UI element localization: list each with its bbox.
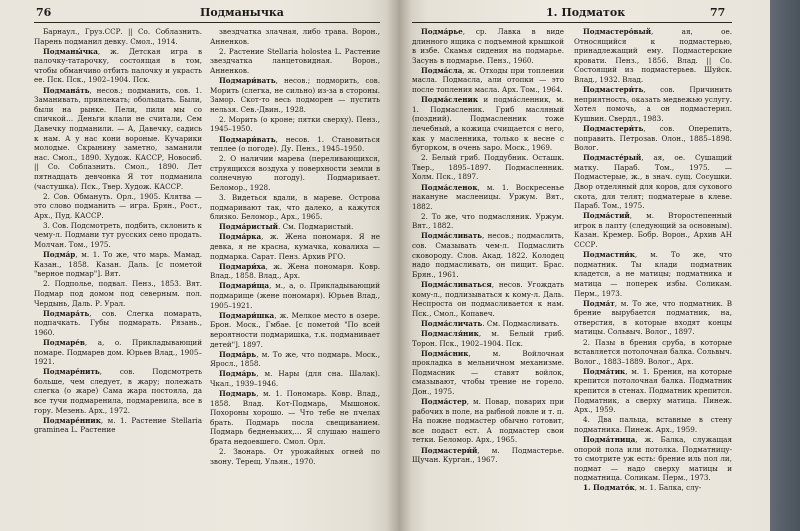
left-column-1: [34, 27, 202, 531]
headword: 1. Подмато́к: [583, 483, 635, 493]
dictionary-entry: [574, 299, 732, 337]
entry-text: , м. Подмастерье. Щучан. Курган., 1967.: [412, 445, 564, 465]
entry-text: , м. 1. Воскресенье накануне масленицы. Уржум. Вят., 1882.: [412, 182, 564, 211]
headword: Подмаре́нник: [43, 415, 101, 425]
dictionary-entry: [210, 193, 380, 222]
dictionary-entry: [34, 221, 202, 250]
entry-text: , м. 1. Растение Stellaria graminea L. Растение: [34, 415, 202, 435]
dictionary-entry: [210, 311, 380, 349]
dictionary-entry: [34, 250, 202, 279]
entry-text: Барнаул., Груз.ССР. || Со. Соблазнить. Парень подманил девку. Смол., 1914.: [34, 27, 202, 46]
dictionary-entry: [574, 483, 732, 493]
header-rule-right: [412, 22, 732, 23]
entry-text: , а, о. Прикладывающий помаре. Подмарев дом. Юрьев Влад., 1905–1921.: [34, 338, 202, 367]
entry-text: , ср. Лавка в виде длинного ящика с подъемной крышкой в избе. Скамья сидения на подмарье. Засунь в подмарье. Пенз., 1960.: [412, 27, 564, 65]
headword: Подма́тик: [583, 366, 626, 376]
headword: Подма́рь: [219, 349, 257, 359]
dictionary-entry: [412, 319, 564, 329]
entry-text: , ж. Детская игра в палочку-татарочку, состоящая в том, чтобы обманчиво отбить палочку и украсть ее. Пск. Пск., 1902–1904. Пск.: [34, 46, 202, 85]
headword: Подма́сливаться: [421, 279, 492, 289]
entry-text: , несов.; подманить, сов. 1. Заманивать, привлекать; обольщать. Были, были на рынке. Пели, пили мы со спичкой… Деньги клали не считали, Сем Давечку подманили. — А, Давечку, садись к нам. А у нас кони вороные. Кучарики молодые. Скрынину заметно, заманили нас. Смол., 1890. Худож. КАССР, Новосиб. || Со. Соблазнить. Смол., 1890. Лет пятнадцать девчонка Я тот подманила (частушка). Пск., Твер. Худож. КАССР.: [34, 85, 202, 191]
headword: Подмасте́рый: [583, 153, 642, 163]
dictionary-entry: [210, 222, 380, 232]
headword: Подмана́ть: [43, 85, 90, 95]
headword: Подмари́ха: [219, 261, 266, 271]
dictionary-entry: [574, 85, 732, 123]
dictionary-entry: [34, 47, 202, 85]
headword: Подма́стер: [421, 397, 467, 407]
dictionary-entry: [210, 76, 380, 114]
dictionary-entry: [574, 367, 732, 415]
dictionary-entry: [210, 115, 380, 134]
headword: Подма́рка: [219, 232, 262, 242]
headword: Подмастери́ть: [583, 123, 644, 133]
entry-text: , ж. Мелкое место в озере. Брон. Моск., Гмбае. [с пометой "По всей вероятности подмаришка, т.к. подманивает детей"]. 1897.: [210, 310, 380, 349]
dictionary-entry: [210, 47, 380, 76]
entry-text: 2. Звонарь. От урожайных огней по звону. Терещ. Ульян., 1970.: [210, 447, 380, 466]
entry-text: 2. О наличии марева (переливающихся, струящихся воздуха у поверхности земли в солнечную погоду). Подмаривает. Беломор., 1928.: [210, 154, 380, 192]
headword: Подмарь: [219, 388, 257, 398]
entry-text: 2. То же, что подмасляник. Уржум. Вят., 1882.: [412, 211, 564, 231]
dictionary-entry: [34, 27, 202, 46]
dictionary-entry: [574, 153, 732, 211]
entry-text: , м. 1. То же, что марь. Мамад. Казан., 1858. Казан. Даль. [с пометой "верное подмар"]. Вят.: [34, 250, 202, 279]
headword: Подмастни́к: [583, 250, 635, 260]
headword: Подма́сливать: [421, 231, 483, 241]
headword: Подмаре́нить: [43, 367, 100, 377]
headword: Подма́сник: [421, 348, 469, 358]
entry-text: , м. Войлочная прокладка в мельничном механизме. Подмасник — ставят войлок, смазывают, чтобы трение не горело. Дон., 1975.: [412, 348, 564, 396]
page-number-left: 76: [36, 6, 52, 19]
dictionary-entry: [574, 124, 732, 153]
dictionary-entry: [210, 447, 380, 466]
dictionary-entry: [412, 349, 564, 397]
entry-text: , м. 1. Брения, на которые крепится потолочная балка. Подматник крепится в стенах. Подматник крепится. Подматник, а сверху матица. Пинеж. Арх., 1959.: [574, 366, 732, 415]
headword: Подма́сленок: [421, 182, 478, 192]
dictionary-entry: [412, 153, 564, 182]
entry-text: , несов. Угождать кому-л., подлизываться к кому-л. Даль. Неспроста он подмасливается к нам. Пск., Смол., Копавеч.: [412, 279, 564, 318]
page-number-right: 77: [710, 6, 726, 19]
entry-text: , ж. Жена пономаря. Я не девка, я не красна, кумачка, ковалиха — подмарка. Сарат. Пенз. Архив РГО.: [210, 232, 380, 261]
headword: Подма́сленик: [421, 95, 479, 105]
headword: Подмара́ть: [43, 308, 90, 318]
dictionary-entry: [34, 86, 202, 192]
dictionary-entry: [210, 262, 380, 281]
entry-text: , м., а, о. Прикладывающий подмарище (жене пономаря). Юрьев Влад., 1905–1921.: [210, 281, 380, 310]
dictionary-entry: [412, 183, 564, 212]
dictionary-entry: [34, 338, 202, 367]
entry-text: , м. Нары (для сна. Шалак). Чкал., 1939–1946.: [210, 369, 380, 388]
headword: Подманы́чка: [43, 46, 98, 56]
dictionary-entry: [210, 369, 380, 388]
header-rule-left: [34, 22, 380, 23]
headword: Подма́т: [583, 298, 615, 308]
headword: Подмасля́ник: [421, 328, 479, 338]
dictionary-entry: [412, 95, 564, 153]
right-column-1: [412, 27, 564, 531]
entry-text: 2. Подполье, подвал. Пенз., 1853. Вят. Подмар под домом под северным. пол. Чердынь, Даль. Р. Урал.: [34, 279, 202, 308]
entry-text: 3. Сов. Подсмотреть, подбить, склонить к чему-л. Подмани тут русских сено продать. Молчан. Том., 1975.: [34, 220, 202, 250]
right-page: [398, 0, 770, 531]
dictionary-entry: [210, 389, 380, 447]
entry-text: , сов. Причинить неприятность, оказать медвежью услугу. Хотел помочь, а он подмастерил. Кушвин. Свердл., 1983.: [574, 85, 732, 123]
entry-text: 2. Сов. Обмануть. Орл., 1905. Клятва — это слово подманить — игра. Брян., Рост., Арх., Пуд. КАССР.: [34, 191, 202, 220]
headword: Подмаре́в: [43, 338, 85, 347]
entry-text: , ая, ое. Сушащий матку. Параб. Том., 1975. — Подмастерые, ж., в знач. сущ. Сосушки. Двор отделяный для коров, для сухового скота, для телят; подматерые в клеве. Параб. Том., 1975.: [574, 153, 732, 211]
running-head-left: Подманычка: [200, 6, 284, 19]
dictionary-entry: [210, 232, 380, 261]
headword: Подма́сличать: [421, 318, 483, 328]
dictionary-entry: [34, 279, 202, 308]
dictionary-entry: [574, 435, 732, 483]
book-cover-edge: [766, 0, 800, 531]
entry-text: , м. Белый гриб. Торон. Пск., 1902–1904. Пск.: [412, 328, 564, 348]
dictionary-entry: [210, 154, 380, 192]
entry-text: , ая, ое. Относящийся к подмастерью, принадлежащий ему. Подмастерские кровати. Пенз., 1856. Влад. || Со. Состоящий из подмастерьев. Шуйск. Влад., 1932. Влад.: [574, 27, 732, 84]
dictionary-entry: [210, 135, 380, 154]
dictionary-entry: [412, 66, 564, 95]
dictionary-entry: [412, 280, 564, 318]
headword: Подмари́ща: [219, 281, 270, 291]
headword: Подмастеро́вый: [583, 27, 652, 36]
entry-text: 2. Растение Stellaria holostea L. Растение звездчатка ланцетовидная. Ворон., Анненков.: [210, 46, 380, 75]
headword: Подмари́шка: [219, 310, 275, 320]
right-column-2: [574, 27, 732, 531]
entry-text: 3. Видеться вдали, в мареве. Острова подмаривают так, что далеко, а кажутся близко. Беломор., Арх., 1965.: [210, 193, 380, 222]
dictionary-entry: [34, 309, 202, 338]
entry-text: 2. Пазы в брения сруба, в которые вставляется потолочная балка. Сольвыч. Волог., 1883–1889. Волог., Арх.: [574, 337, 732, 366]
dictionary-entry: [412, 397, 564, 445]
headword: Подма́ристый: [219, 222, 278, 232]
entry-text: , м. 1. Балка, слу-: [634, 483, 702, 493]
dictionary-entry: [34, 416, 202, 435]
entry-text: , м. 1. Пономарь. Ковр. Влад., 1858. Влад. Кот-Подмарь, Мышонок. Похороны хорошо. — Что тебе не пчелах брать. Подмарь посла свещиванием. Подмарь бедненьких,… Я слушаю нашего брата недоевшего. Смол. Орл.: [210, 388, 380, 446]
headword: Подма́рье: [421, 27, 463, 36]
headword: Подма́стий: [583, 211, 630, 221]
headword: Подмари́вать: [219, 75, 276, 85]
entry-text: , ж. Балка, служащая опорой пола или потолка. Подматницу-то смотрите уж есть: брение иль пол ли, подмат — надо сверху матицы и подматница. Соликам. Перм., 1973.: [574, 434, 732, 483]
entry-text: и подма́сленник, м. 1. Подмасленик. Гриб масляный (поздний). Подмасленник тоже лечебный, а кожица счищается с него, как у масленника, только к весне с бугорком, в очень заро. Моск., 1969.: [412, 95, 564, 153]
entry-text: , ж. Отходы при топлении масла. Подмасла, али отопки — это после топления масла. Арх. Том., 1964.: [412, 65, 564, 95]
entry-text: , м. Повар, поварих при рабочих в поле, на рыбной ловле и т. п. На пожне подмастер обычно готовит, все подаст ест. А подмастер свои тетки. Беломор. Арх., 1965.: [412, 397, 564, 445]
headword: Подма́сла: [421, 65, 463, 75]
dictionary-entry: [574, 415, 732, 434]
dictionary-entry: [412, 212, 564, 231]
entry-text: , м. То же, что подматник. В брение вырубается подматник, на, отверстия, в которые входят концы матицы. Сольвыч. Волог., 1897.: [574, 298, 732, 337]
entry-text: , сов. Оперепить, поправить. Петрозав. Олон., 1885–1898. Волог.: [574, 123, 732, 153]
headword: Подмастери́й: [421, 445, 478, 455]
dictionary-entry: [412, 27, 564, 65]
entry-text: , м. То же, что подмарь. Моск., Яросл., 1858.: [210, 349, 380, 369]
entry-text: , ж. Жена пономаря. Ковр. Влад., 1858. Влад., Арх.: [210, 261, 380, 281]
dictionary-entry: [574, 250, 732, 298]
entry-text: . См. Подмаристый.: [278, 222, 354, 232]
left-column-2: [210, 27, 380, 531]
dictionary-entry: [34, 367, 202, 415]
running-head-right: 1. Подматок: [546, 6, 626, 19]
dictionary-entry: [574, 211, 732, 249]
headword: Подма́р: [43, 250, 76, 260]
headword: Подма́рь: [219, 369, 257, 379]
entry-text: , несов.; подмаслить, сов. Смазывать чем-л. Подмаслить сковороду. Слов. Акад. 1822. Колодец надо подмасливать, он пищит. Брас. Брян., 1961.: [412, 231, 564, 279]
headword: Подмастери́ть: [583, 85, 644, 95]
entry-text: , сов. Слегка помарать, подпачкать. Губы подмарать. Рязань., 1960.: [34, 308, 202, 337]
entry-text: 2. Белый гриб. Поддубник. Осташк. Твер., 1895–1897. Подмасленник. Холм. Пск., 1897.: [412, 153, 564, 182]
entry-text: звездчатка злачная, либо трава. Ворон., Анненков.: [210, 27, 380, 46]
dictionary-entry: [34, 192, 202, 221]
entry-text: 4. Два пальца, вставные в стену подматника. Пинеж. Арх., 1959.: [574, 415, 732, 434]
entry-text: , м. Второстепенный игрок в лапту (следующий за основным). Казан. Кремер. Бобр. Ворон., Архив АН СССР.: [574, 211, 732, 250]
entry-text: , несов.; подморить, сов. Морить (слегка, не сильно) из-за в стороны. Замор. Скот-то весь подморен — пустить нельзя. Сев.-Двин., 1928.: [210, 75, 380, 114]
entry-text: , сов. Подсмотреть больше, чем следует, в жару; полежать слегка (о жаре) Сама жара постояла, да все тучи подмаренила, подмаренила, все в гору. Мезень. Арх., 1972.: [34, 367, 202, 415]
dictionary-entry: [574, 27, 732, 85]
entry-text: , несов. 1. Становиться теплее (о погоде). Ду. Пенз., 1945–1950.: [210, 134, 380, 154]
dictionary-entry: [210, 281, 380, 310]
entry-text: . См. Подмасливать.: [482, 318, 560, 328]
dictionary-entry: [574, 338, 732, 367]
dictionary-entry: [210, 27, 380, 46]
left-page: [0, 0, 398, 531]
entry-text: , м. То же, что подматник. Ты клади подматник кладется, а не матицы; подматника и матица — поперек избы. Соликам. Перм., 1973.: [574, 250, 732, 298]
dictionary-entry: [412, 329, 564, 348]
dictionary-entry: [210, 350, 380, 369]
dictionary-entry: [412, 446, 564, 465]
headword: Подма́тница: [583, 434, 636, 444]
entry-text: 2. Морить (о кроне; пятки сверху). Пенз., 1945–1950.: [210, 114, 380, 134]
dictionary-entry: [412, 231, 564, 279]
headword: Подмари́вать: [219, 134, 276, 144]
